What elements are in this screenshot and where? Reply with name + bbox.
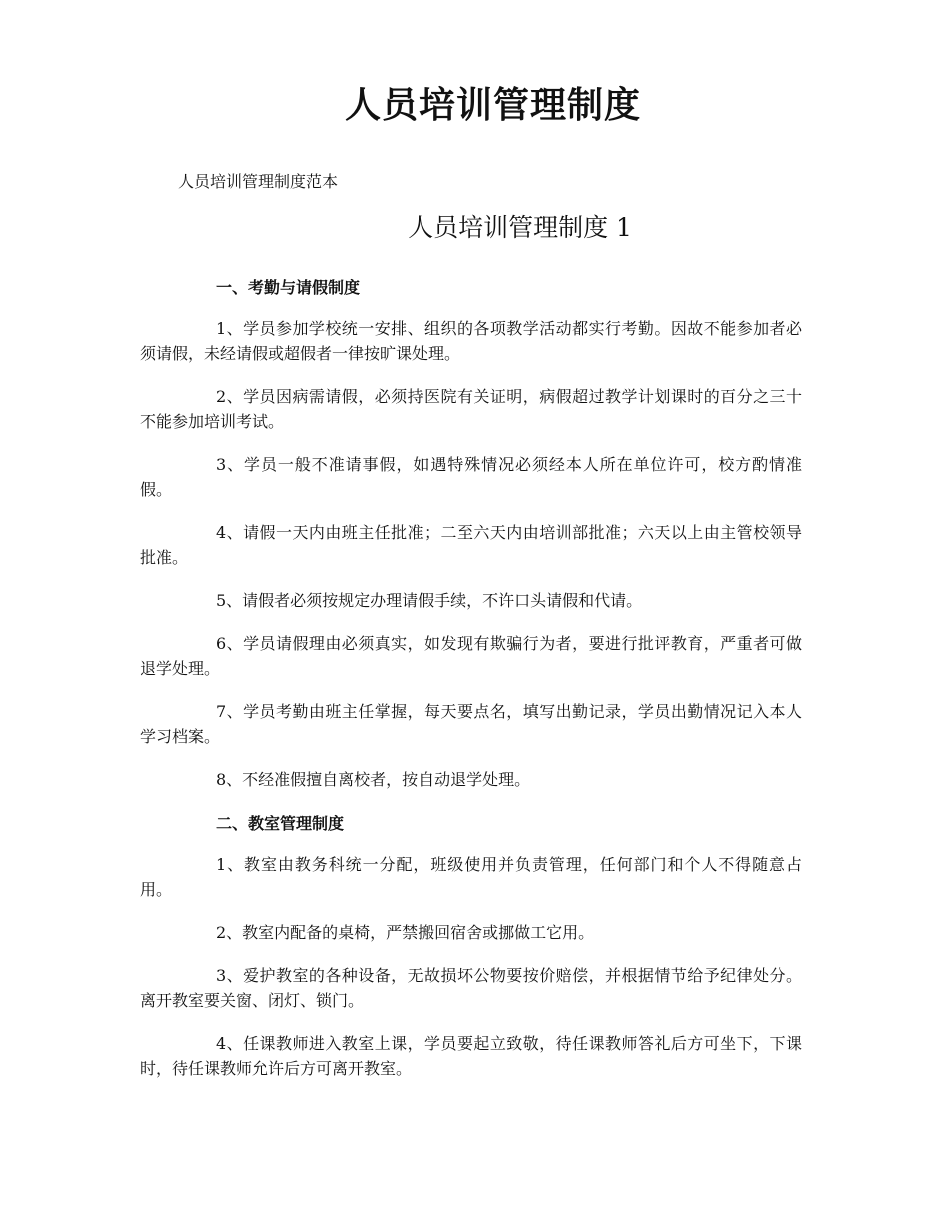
- paragraph: 2、学员因病需请假，必须持医院有关证明，病假超过教学计划课时的百分之三十不能参加培训考试。: [140, 387, 802, 431]
- paragraph: 1、学员参加学校统一安排、组织的各项教学活动都实行考勤。因故不能参加者必须请假，未经请假或超假者一律按旷课处理。: [140, 319, 802, 363]
- paragraph: 4、请假一天内由班主任批准；二至六天内由培训部批准；六天以上由主管校领导批准。: [140, 523, 802, 567]
- paragraph: 3、学员一般不准请事假，如遇特殊情况必须经本人所在单位许可，校方酌情准假。: [140, 455, 802, 499]
- paragraph: 8、不经准假擅自离校者，按自动退学处理。: [216, 770, 531, 789]
- section-heading-classroom: 二、教室管理制度: [216, 814, 345, 833]
- paragraph: 5、请假者必须按规定办理请假手续，不许口头请假和代请。: [216, 591, 643, 610]
- section-heading-attendance: 一、考勤与请假制度: [216, 278, 361, 297]
- paragraph: 1、教室由教务科统一分配，班级使用并负责管理，任何部门和个人不得随意占用。: [140, 855, 802, 899]
- paragraph: 3、爱护教室的各种设备，无故损坏公物要按价赔偿，并根据情节给予纪律处分。离开教室要关窗、闭灯、锁门。: [140, 966, 802, 1010]
- subtitle: 人员培训管理制度范本: [178, 172, 339, 191]
- document-body: [140, 274, 802, 1081]
- paragraph: 2、教室内配备的桌椅，严禁搬回宿舍或挪做工它用。: [216, 923, 595, 942]
- main-title: 人员培训管理制度: [344, 84, 641, 126]
- paragraph: 7、学员考勤由班主任掌握，每天要点名，填写出勤记录，学员出勤情况记入本人学习档案。: [140, 702, 802, 746]
- document-title: 人员培训管理制度 1: [408, 213, 632, 242]
- paragraph: 4、任课教师进入教室上课，学员要起立致敬，待任课教师答礼后方可坐下，下课时，待任课教师允许后方可离开教室。: [140, 1034, 802, 1078]
- paragraph: 6、学员请假理由必须真实，如发现有欺骗行为者，要进行批评教育，严重者可做退学处理。: [140, 634, 802, 678]
